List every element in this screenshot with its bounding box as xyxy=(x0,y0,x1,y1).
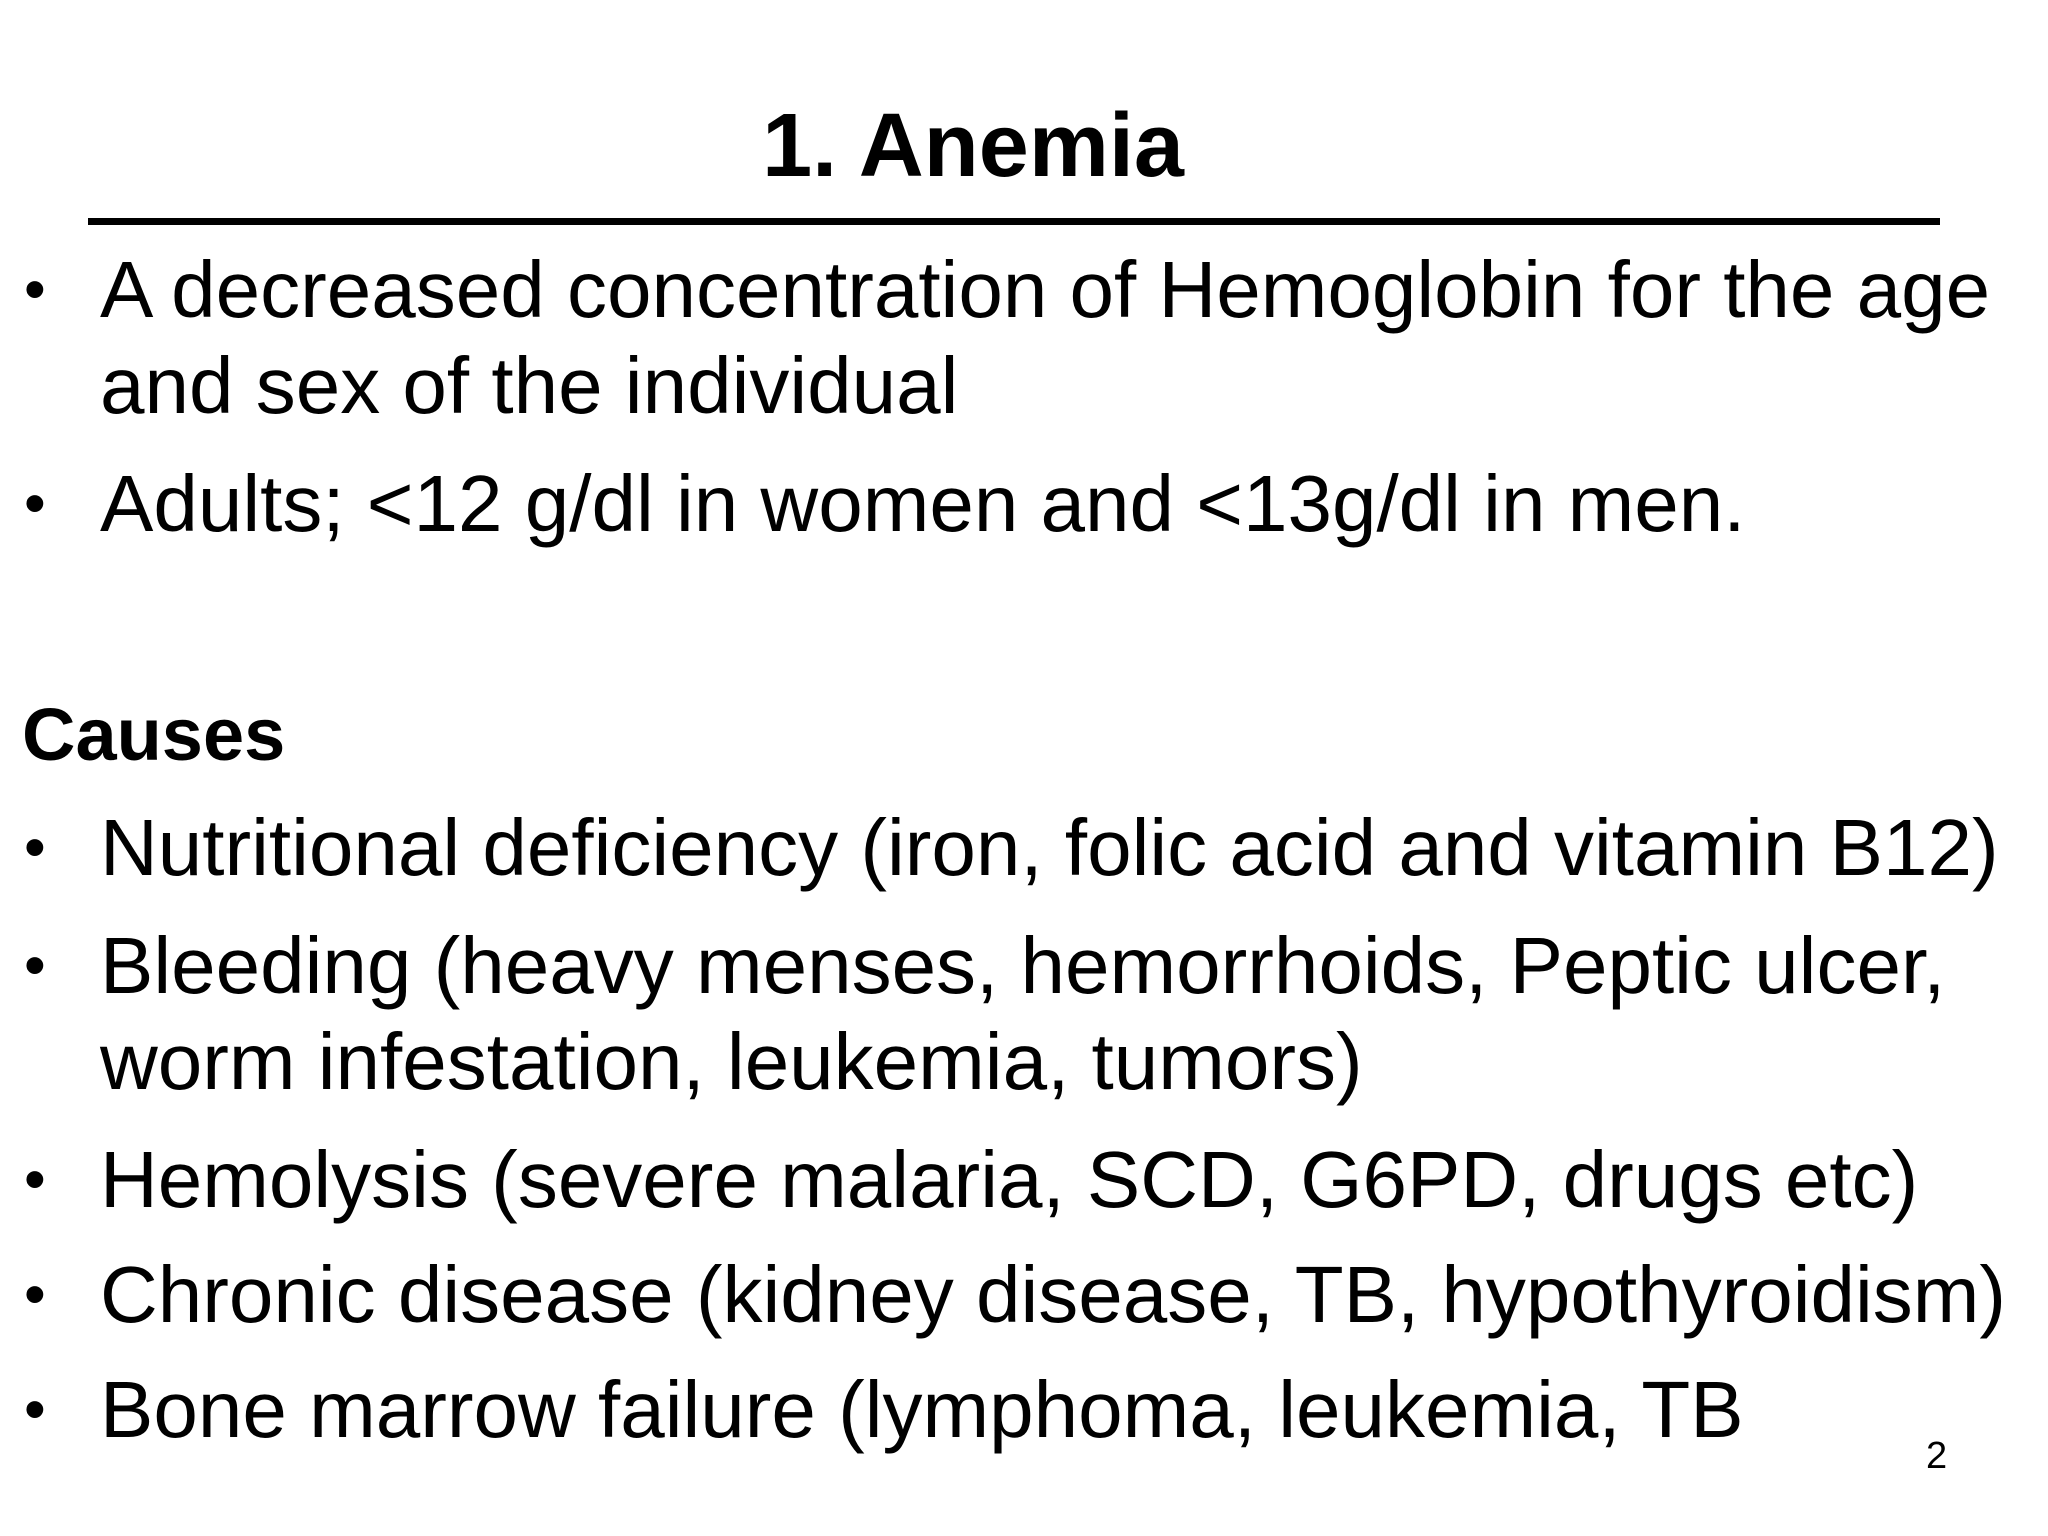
bullet-text-line: and sex of the individual xyxy=(100,341,959,430)
causes-heading: Causes xyxy=(22,693,286,776)
bullet-icon: • xyxy=(24,1375,46,1444)
bullet-text-line: Hemolysis (severe malaria, SCD, G6PD, drugs etc) xyxy=(100,1135,1919,1224)
bullet-icon: • xyxy=(24,1260,46,1329)
bullet-text-line: Bleeding (heavy menses, hemorrhoids, Peptic ulcer, xyxy=(100,921,1946,1010)
page-number: 2 xyxy=(1926,1435,1948,1477)
bullet-text-line: Nutritional deficiency (iron, folic acid and vitamin B12) xyxy=(100,803,1999,892)
bullet-text-line: A decreased concentration of Hemoglobin for the age xyxy=(100,245,1991,334)
slide-title: 1. Anemia xyxy=(762,96,1184,196)
bullet-text-line: Chronic disease (kidney disease, TB, hypothyroidism) xyxy=(100,1250,2007,1339)
bullet-text-line: worm infestation, leukemia, tumors) xyxy=(100,1017,1363,1106)
bullet-icon: • xyxy=(24,931,46,1000)
bullet-text-line: Adults; <12 g/dl in women and <13g/dl in men. xyxy=(100,459,1746,548)
bullet-text-line: Bone marrow failure (lymphoma, leukemia, TB xyxy=(100,1365,1744,1454)
bullet-icon: • xyxy=(24,1145,46,1214)
bullet-icon: • xyxy=(24,255,46,324)
bullet-icon: • xyxy=(24,469,46,538)
bullet-icon: • xyxy=(24,813,46,882)
title-underline xyxy=(88,218,1940,225)
